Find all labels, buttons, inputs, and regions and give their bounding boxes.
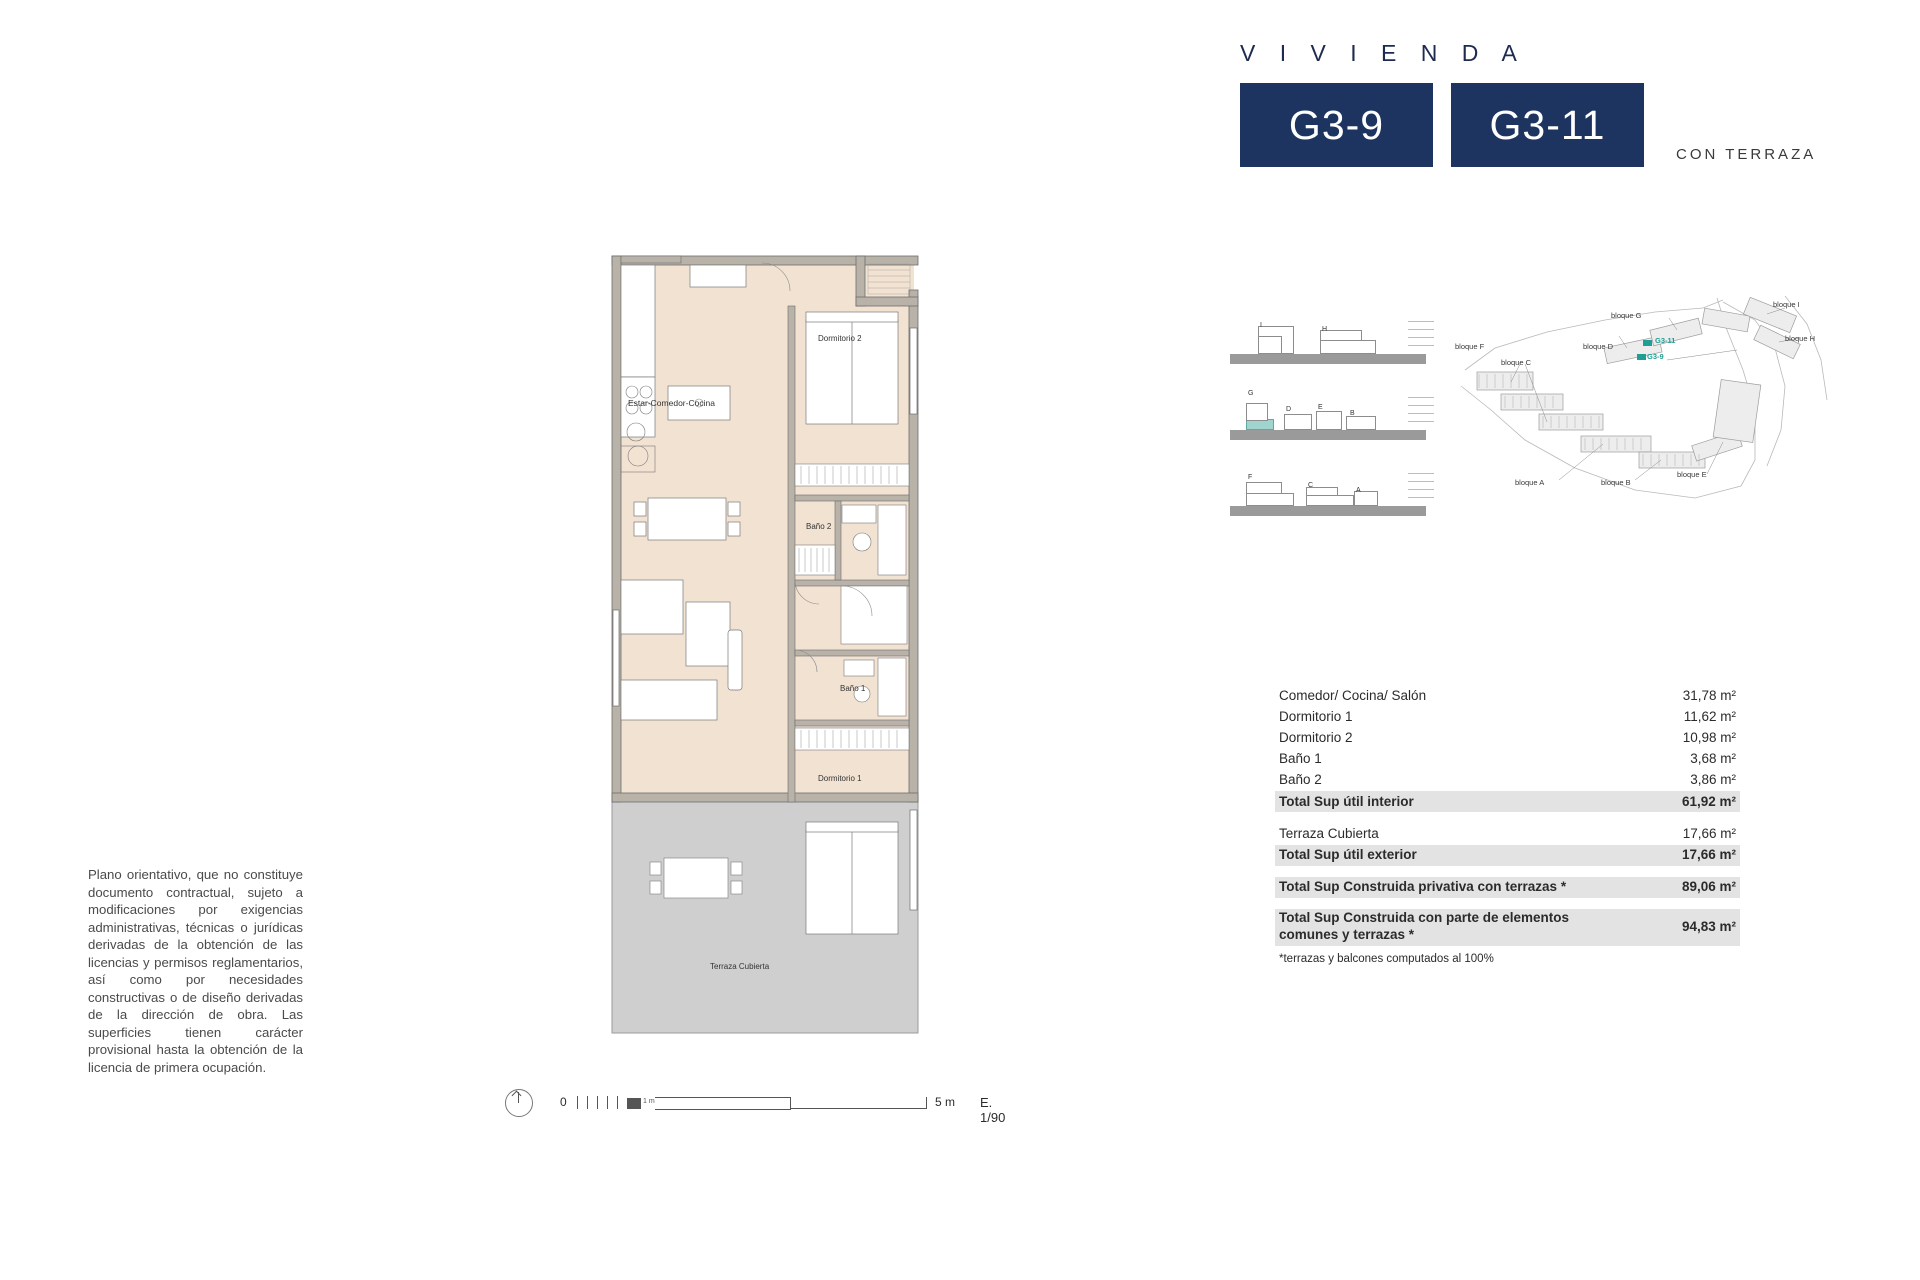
elevation-block-b [1346,416,1376,430]
elevation-label-f: F [1248,474,1253,481]
area-row [1275,727,1740,748]
area-name: Baño 2 [1279,772,1322,788]
north-arrow-icon [505,1089,533,1117]
site-label-bloque-e: bloque E [1677,470,1707,479]
area-name: Terraza Cubierta [1279,825,1379,841]
area-name: Dormitorio 2 [1279,729,1353,745]
elevation-label-b: B [1350,410,1355,417]
ground-line [1230,354,1426,364]
site-label-unit-g3-9: G3-9 [1647,352,1664,361]
unit-badges [1240,83,1860,167]
disclaimer-text: Plano orientativo, que no constituye documento contractual, sujeto a modificaciones por exigencias administrativas, técnicas o jurídicas derivadas de la obtención de las licencias y permisos reglamentarios, así como por necesidades constructivas o de diseño derivadas de la dirección de obra. Las superficies tienen carácter provisional hasta la obtención de la licencia de primera ocupación. [88,867,303,1076]
area-total-built-common [1275,909,1740,946]
area-value: 31,78 m² [1682,687,1736,703]
site-label-bloque-a: bloque A [1515,478,1545,487]
scale-ratio-label: E. 1/90 [980,1095,1006,1125]
area-name: Total Sup útil interior [1279,793,1414,809]
elevation-row-2 [1230,386,1430,440]
elevation-block-h-lower [1320,340,1376,354]
site-label-bloque-h: bloque H [1785,334,1816,343]
floor-plan [610,250,920,1035]
room-label-bedroom-1: Dormitorio 1 [818,774,862,783]
area-row [1275,706,1740,727]
ground-line [1230,506,1426,516]
area-row [1275,770,1740,791]
header [1240,40,1860,167]
site-label-bloque-d: bloque D [1583,342,1614,351]
scale-ticks [577,1096,618,1110]
elevation-label-g: G [1248,390,1254,397]
elevation-block-e [1316,411,1342,430]
elevation-label-h: H [1322,326,1328,333]
elevation-label-c: C [1308,482,1314,489]
scale-five-label: 5 m [935,1095,956,1109]
terrace-subtitle: CON TERRAZA [1676,146,1817,163]
room-label-bedroom-2: Dormitorio 2 [818,334,862,343]
elevation-label-a: A [1356,487,1361,494]
area-value: 89,06 m² [1681,879,1736,895]
area-name: Baño 1 [1279,751,1322,767]
area-value: 17,66 m² [1681,847,1736,863]
room-label-living: Estar-Comedor-Cocina [628,398,715,408]
area-total-exterior [1275,845,1740,866]
area-row [1275,685,1740,706]
site-label-bloque-g: bloque G [1611,311,1642,320]
scale-segment-1 [655,1097,791,1110]
elevation-row-1 [1230,310,1430,364]
scale-zero-label: 0 [560,1095,567,1109]
elevation-block-c-lower [1306,495,1354,506]
area-value: 3,68 m² [1690,751,1736,767]
elevation-block-i-lower [1258,336,1282,354]
scale-bar [505,1085,1006,1125]
elevation-row-3 [1230,462,1430,516]
spacer [1275,898,1740,909]
elevation-block-g [1246,403,1268,421]
floor-plan-drawing [610,250,920,1035]
elevation-ticks-2 [1408,390,1434,430]
elevation-label-e: E [1318,404,1323,411]
area-value: 94,83 m² [1681,919,1736,935]
areas-table [1275,685,1740,965]
area-name: Total Sup Construida privativa con terrazas * [1279,879,1567,895]
area-value: 10,98 m² [1682,729,1736,745]
elevation-block-f-lower [1246,493,1294,506]
area-row [1275,749,1740,770]
elevation-label-i: I [1260,322,1262,329]
page-title: V I V I E N D A [1240,40,1526,66]
site-label-bloque-b: bloque B [1601,478,1631,487]
area-value: 61,92 m² [1681,793,1736,809]
room-label-bath-2: Baño 2 [806,522,832,531]
area-total-interior [1275,791,1740,812]
area-name: Total Sup Construida con parte de elementos comunes y terrazas * [1279,910,1570,943]
elevation-label-d: D [1286,406,1292,413]
area-name: Total Sup útil exterior [1279,847,1417,863]
room-label-terrace: Terraza Cubierta [710,962,770,971]
elevation-ticks-1 [1408,314,1434,354]
area-value: 11,62 m² [1683,708,1736,724]
area-name: Dormitorio 1 [1279,708,1353,724]
area-row [1275,823,1740,844]
unit-badge-g3-11[interactable]: G3-11 [1451,83,1644,167]
site-label-bloque-i: bloque I [1773,300,1800,309]
area-value: 17,66 m² [1682,825,1736,841]
elevation-diagrams [1230,310,1430,538]
site-label-bloque-f: bloque F [1455,342,1485,351]
site-label-unit-g3-11: G3-11 [1655,336,1676,345]
key-plans [1230,290,1870,540]
area-value: 3,86 m² [1690,772,1736,788]
room-label-bath-1: Baño 1 [840,684,866,693]
scale-unit-label: 1 m [643,1098,655,1105]
ground-line [1230,430,1426,440]
area-total-built-private [1275,877,1740,898]
site-label-bloque-c: bloque C [1501,358,1532,367]
elevation-ticks-3 [1408,466,1434,506]
spacer [1275,812,1740,823]
site-plan [1455,290,1855,520]
areas-footnote: *terrazas y balcones computados al 100% [1279,952,1494,965]
unit-badge-g3-9[interactable]: G3-9 [1240,83,1433,167]
area-name: Comedor/ Cocina/ Salón [1279,687,1427,703]
scale-unit-block [627,1098,641,1109]
spacer [1275,866,1740,877]
scale-segment-2 [790,1097,927,1109]
elevation-block-d [1284,414,1312,430]
